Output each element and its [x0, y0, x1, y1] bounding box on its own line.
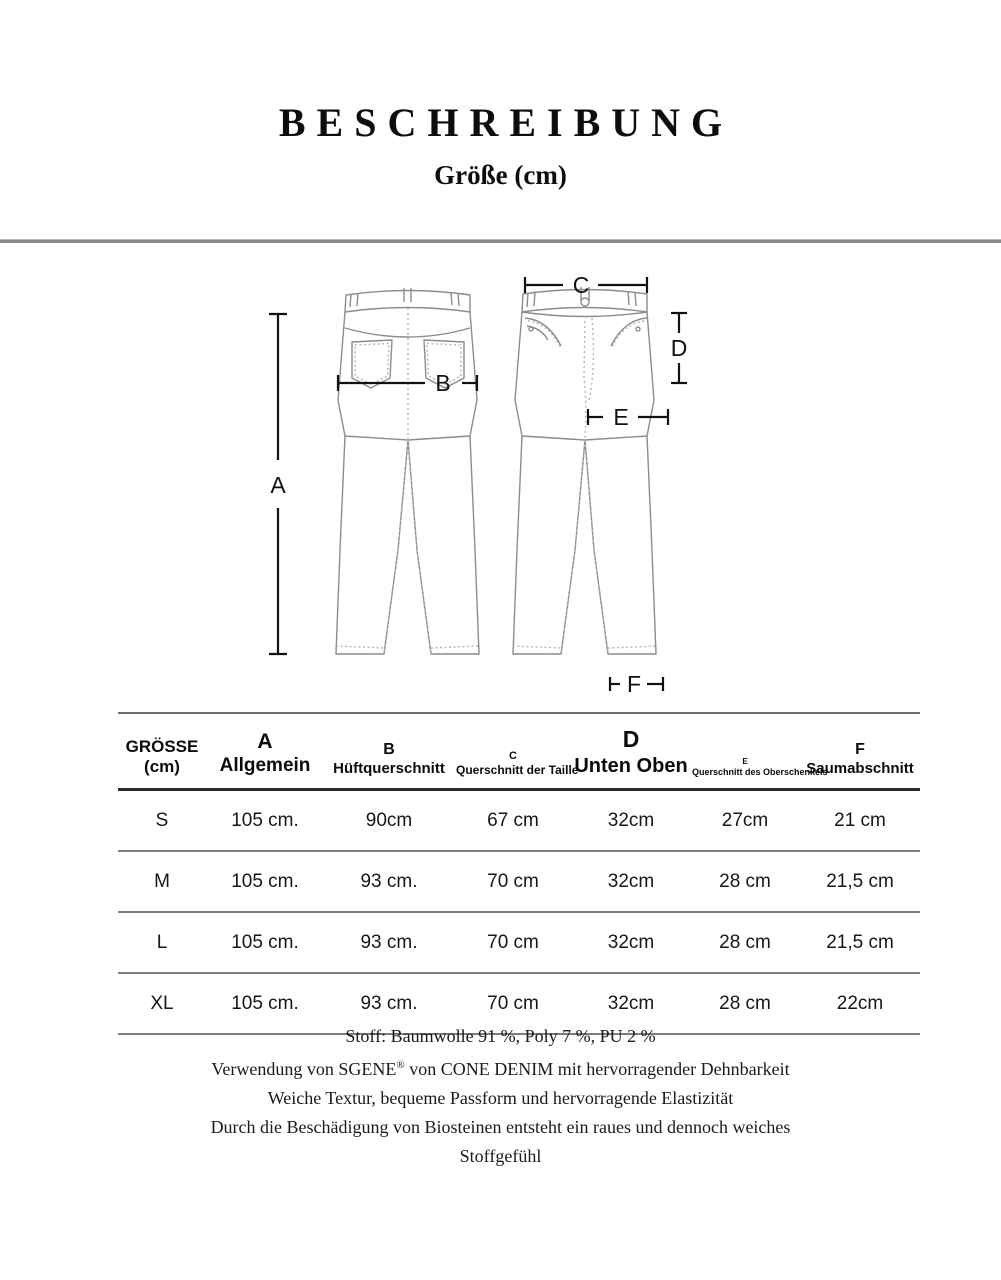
column-header-d-letter: D [622, 726, 640, 752]
column-header-e-name: Querschnitt des Oberschenkels [692, 766, 828, 777]
cell-b: 93 cm. [324, 973, 454, 1034]
size-chart-table [118, 712, 920, 1035]
cell-c: 70 cm [454, 973, 572, 1034]
registered-trademark-icon: ® [396, 1059, 405, 1071]
dimension-label-c: C [572, 272, 590, 298]
fabric-line-biostone: Durch die Beschädigung von Biosteinen entsteht ein raues und dennoch weiches [210, 1117, 791, 1137]
page-subtitle: Größe (cm) [434, 160, 567, 190]
column-header-size-name: (cm) [144, 757, 180, 777]
fabric-line-denim [0, 1051, 1001, 1084]
cell-d: 32cm [572, 973, 690, 1034]
fabric-line-feel: Stoffgefühl [459, 1146, 542, 1166]
fabric-description [0, 1022, 1001, 1171]
cell-f: 21,5 cm [800, 912, 920, 973]
jeans-front-view [513, 287, 656, 654]
column-header-f-letter: F [855, 740, 865, 758]
cell-f: 22cm [800, 973, 920, 1034]
column-header-b-letter: B [383, 740, 395, 758]
page-header [0, 0, 1001, 191]
cell-e: 28 cm [690, 912, 800, 973]
cell-e: 27cm [690, 789, 800, 851]
cell-f: 21,5 cm [800, 851, 920, 912]
table-row [118, 912, 920, 973]
column-header-d [572, 713, 690, 789]
dimension-label-f: F [626, 671, 642, 697]
cell-e: 28 cm [690, 851, 800, 912]
cell-size: L [118, 912, 206, 973]
cell-b: 93 cm. [324, 912, 454, 973]
measurement-diagram [0, 250, 1001, 710]
table-row [118, 851, 920, 912]
fabric-denim-prefix: Verwendung von SGENE [211, 1059, 397, 1079]
fabric-denim-suffix: von CONE DENIM mit hervorragender Dehnbarkeit [404, 1059, 790, 1079]
jeans-back-view [336, 288, 479, 654]
cell-size: XL [118, 973, 206, 1034]
table-row [118, 789, 920, 851]
table-header-row [118, 713, 920, 789]
dimension-label-e: E [613, 404, 629, 430]
cell-a: 105 cm. [206, 851, 324, 912]
column-header-d-name: Unten Oben [574, 754, 688, 777]
cell-a: 105 cm. [206, 789, 324, 851]
cell-e: 28 cm [690, 973, 800, 1034]
column-header-f-name: Saumabschnitt [806, 759, 914, 777]
cell-d: 32cm [572, 912, 690, 973]
cell-d: 32cm [572, 789, 690, 851]
cell-b: 93 cm. [324, 851, 454, 912]
column-header-a-name: Allgemein [219, 754, 311, 776]
column-header-c-letter: C [509, 749, 517, 762]
column-header-size-letter: GRÖSSE [125, 737, 199, 757]
column-header-b [324, 713, 454, 789]
dimension-label-b: B [435, 370, 451, 396]
cell-b: 90cm [324, 789, 454, 851]
cell-c: 67 cm [454, 789, 572, 851]
fabric-line-texture: Weiche Textur, bequeme Passform und hervorragende Elastizität [267, 1088, 734, 1108]
column-header-e-letter: E [742, 756, 748, 766]
column-header-f [800, 713, 920, 789]
column-header-a [206, 713, 324, 789]
header-divider [0, 239, 1001, 243]
column-header-e [690, 713, 828, 789]
cell-size: M [118, 851, 206, 912]
page-title: BESCHREIBUNG [278, 100, 734, 145]
column-header-c [454, 713, 579, 789]
column-header-size [118, 713, 206, 789]
cell-size: S [118, 789, 206, 851]
cell-d: 32cm [572, 851, 690, 912]
cell-a: 105 cm. [206, 973, 324, 1034]
cell-c: 70 cm [454, 912, 572, 973]
dimension-label-d: D [670, 335, 688, 361]
dimension-label-a: A [270, 472, 286, 498]
cell-a: 105 cm. [206, 912, 324, 973]
column-header-c-name: Querschnitt der Taille [456, 763, 579, 778]
cell-c: 70 cm [454, 851, 572, 912]
cell-f: 21 cm [800, 789, 920, 851]
column-header-a-letter: A [257, 729, 273, 753]
column-header-b-name: Hüftquerschnitt [333, 759, 445, 777]
fabric-line-composition: Stoff: Baumwolle 91 %, Poly 7 %, PU 2 % [345, 1026, 656, 1046]
